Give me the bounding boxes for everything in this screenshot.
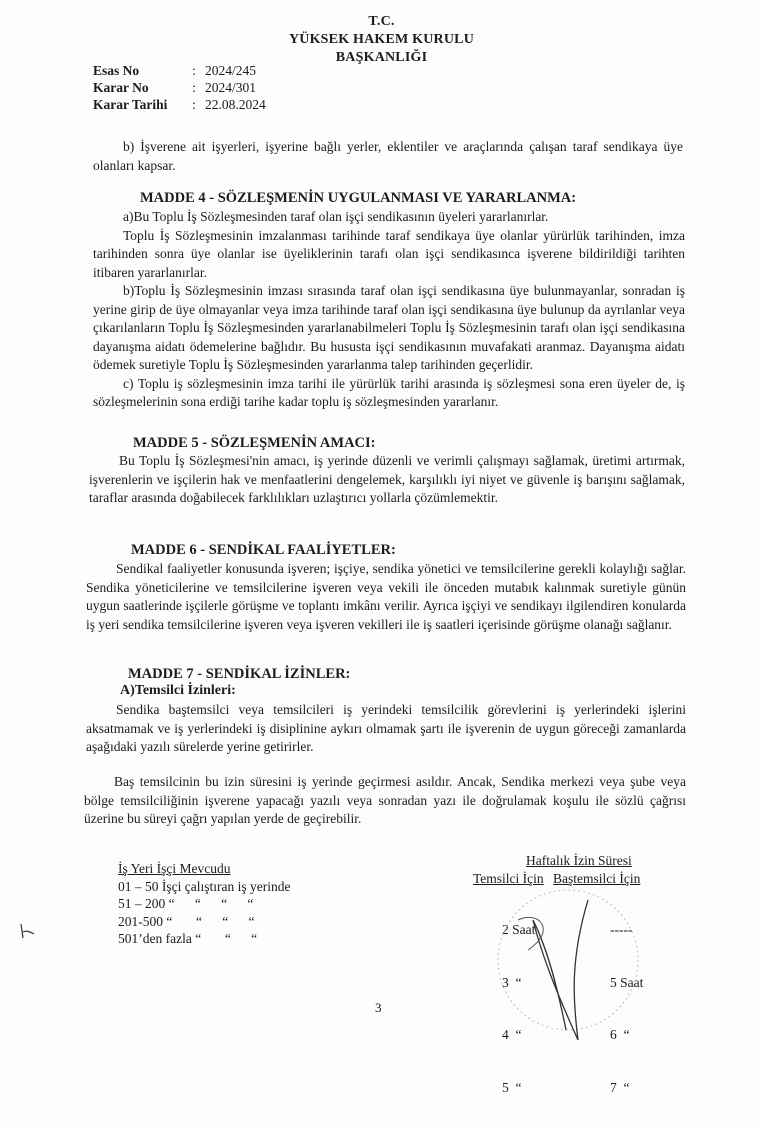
madde5-title: MADDE 5 - SÖZLEŞMENİN AMACI: [133,435,376,451]
madde4-body [93,208,685,412]
weekly-leave-header [526,852,632,870]
case-meta [93,62,266,113]
header-tc: T.C. [368,14,395,29]
madde4-p4: c) Toplu iş sözleşmesinin imza tarihi ile yürürlük tarihi arasında iş sözleşmesi sona eren üyeler de, iş sözleşmelerinin sona erdiği tarihe kadar toplu iş sözleşmesinden yararlanır. [93,375,685,409]
page-number: 3 [375,1000,382,1015]
bastemsilci-value: 5 Saat [610,974,644,990]
weekly-leave-title: Haftalık İzin Süresi [526,853,632,868]
temsilci-value: 4 “ [502,1027,522,1042]
madde4-p1: a)Bu Toplu İş Sözleşmesinden taraf olan işçi sendikasının üyeleri yararlanırlar. [123,209,549,224]
workforce-row: 201-500 “ “ “ “ [118,913,255,929]
bastemsilci-value: ----- [610,922,633,937]
madde5-p1: Bu Toplu İş Sözleşmesi'nin amacı, iş yerinde düzenli ve verimli çalışmayı sağlamak, üretimi artırmak, işverenlerin ve işçilerin hak ve menfaatlerini dengelemek, karşılıklı iyi niyet ve güvenle iş barışını sağlamak, taraflar arasında doğabilecek farklılıkları uzlaştırıcı yollarla çözümlemektir. [89,453,685,505]
madde7-p1: Sendika baştemsilci veya temsilcileri iş yerindeki temsilcilik görevlerini iş yerlerindeki işlerini aksatmamak ve iş yerlerindeki iş disiplinine aykırı olmamak şartı ile işverenin de uygun göreceği zamanlarda aşağıdaki yazılı sürelerde yerine getirirler. [86,702,686,754]
meta-row-karar [93,79,266,96]
workforce-row: 501’den fazla “ “ “ [118,931,258,946]
madde4-p2: Toplu İş Sözleşmesinin imzalanması tarihinde taraf sendikaya üye olanlar yürürlük tarihinden, imza tarihinden sonra üye olanlar ise üyeliklerinin tarafı olan işçi sendikasınca işverene bildirildiği tarihten itibaren yararlanırlar. [93,227,685,280]
meta-colon: : [192,80,196,95]
bastemsilci-value: 6 “ [610,1027,630,1042]
meta-colon: : [192,97,196,112]
meta-colon: : [192,63,196,78]
bastemsilci-value: 7 “ [610,1079,630,1095]
meta-key: Karar No [93,80,149,95]
workforce-header: İş Yeri İşçi Mevcudu [118,861,231,876]
madde6-p1: Sendikal faaliyetler konusunda işveren; işçiye, sendika yönetici ve temsilcilerine gerekli kolaylığı sağlar. Sendika yöneticilerine ve temsilcilerine işveren veya vekili ile önceden mutabık kalınmak suretiyle günün uygun saatlerinde işçilerle görüşme ve toplantı imkânı verilir. Ayrıca işçiyi ve sendikayı ilgilendiren konularda iş yeri sendika temsilcilerine işveren veya işveren vekilleri ile iş saatleri içerisinde görüşme olanağı sağlanır. [86,561,686,632]
madde7-title: MADDE 7 - SENDİKAL İZİNLER: [128,666,351,682]
temsilci-value: 2 Saat [502,922,536,937]
meta-key: Karar Tarihi [93,97,168,112]
meta-value: 22.08.2024 [205,97,266,112]
temsilci-value: 3 “ [502,974,522,990]
meta-row-esas [93,62,266,79]
workforce-column [118,860,290,948]
workforce-row: 51 – 200 “ “ “ “ [118,896,254,911]
madde6-title: MADDE 6 - SENDİKAL FAALİYETLER: [131,542,396,558]
margin-mark-icon [18,922,38,942]
intro-paragraph: b) İşverene ait işyerleri, işyerine bağlı yerler, eklentiler ve araçlarında çalışan taraf sendikaya üye olanları kapsar. [93,139,683,173]
madde4-title: MADDE 4 - SÖZLEŞMENİN UYGULANMASI VE YARARLANMA: [140,190,577,206]
bastemsilci-header: Baştemsilci İçin [553,871,641,886]
temsilci-value: 5 “ [502,1079,522,1095]
workforce-row: 01 – 50 İşçi çalıştıran iş yerinde [118,878,291,894]
signature-stamp [488,880,648,1050]
meta-value: 2024/301 [205,80,257,95]
meta-row-tarih [93,96,266,113]
madde4-p3: b)Toplu İş Sözleşmesinin imzası sırasında taraf olan işçi sendikasına üye bulunmayanlar, sonradan iş yerine girip de üye olmayanlar veya imza tarihinde taraf olan işçi sendikasına üye bulunup da ayrılanlar veya çıkarılanların Toplu İş Sözleşmesinden yararlanabilmeleri Toplu İş Sözleşmesinin tarafı olan işçi sendikasına dayanışma aidatı ödemelerine bağlıdır. Bu hususta işçi sendikasının muvafakati aranmaz. Dayanışma aidatı ödemek suretiyle Toplu İş Sözleşmesinden yararlanma talep tarihinden geçerlidir. [93,283,685,372]
header-presidency: BAŞKANLIĞI [335,50,428,65]
meta-value: 2024/245 [205,63,257,78]
temsilci-header: Temsilci İçin [473,871,544,886]
meta-key: Esas No [93,63,140,78]
madde7-subtitle: A)Temsilci İzinleri: [120,683,236,698]
madde7-p2: Baş temsilcinin bu izin süresini iş yerinde geçirmesi asıldır. Ancak, Sendika merkezi veya şube veya bölge temsilciliğinin işverene yapacağı yazılı veya sonradan yazı ile doğrulamak koşulu ile sözlü çağrısı üzerine bu süreyi çağrı yapılan yerde de geçirebilir. [84,774,686,826]
header-court: YÜKSEK HAKEM KURULU [288,32,475,47]
